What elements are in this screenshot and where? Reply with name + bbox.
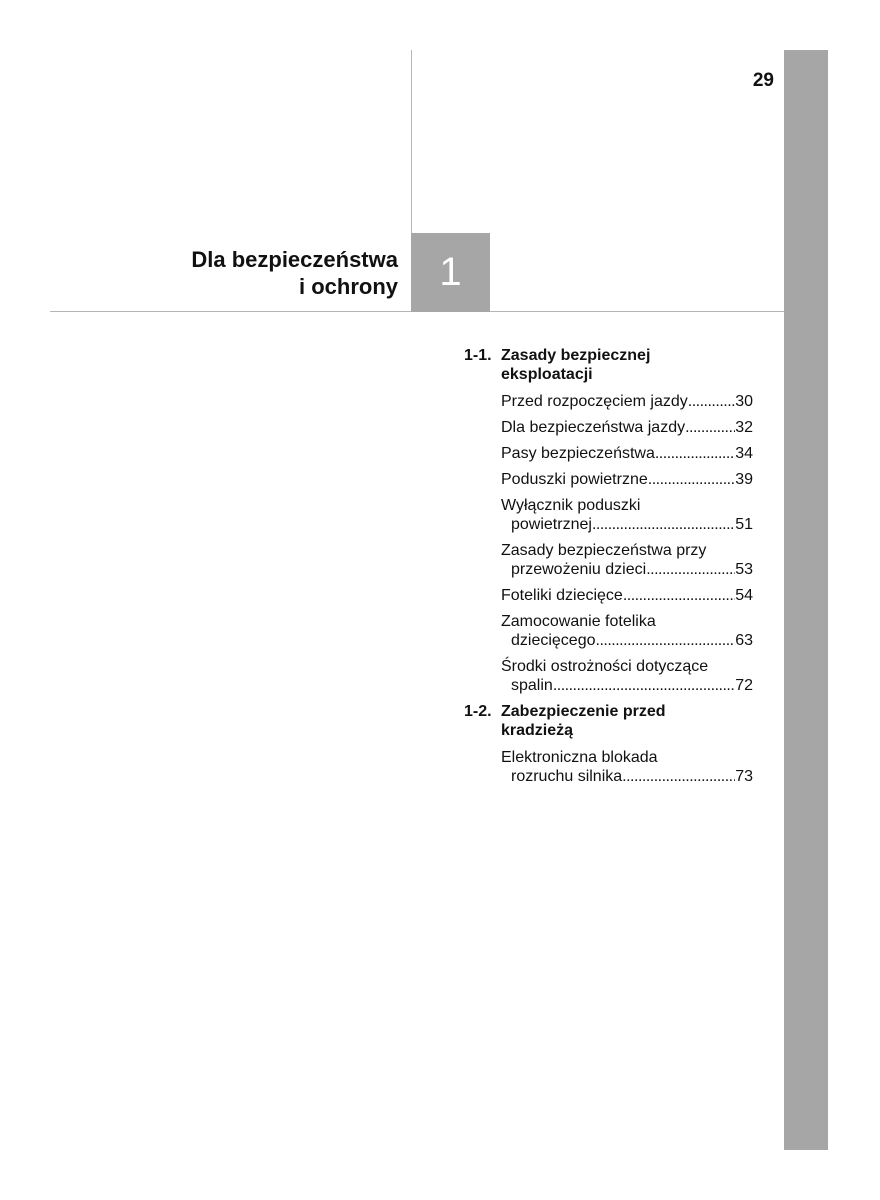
toc-entry-text: dziecięcego <box>511 632 596 649</box>
toc-entry-line <box>501 470 753 489</box>
toc-entry-text: Środki ostrożności dotyczące <box>501 658 709 675</box>
toc-entry-text: Pasy bezpieczeństwa <box>501 445 655 462</box>
toc-dot-leader <box>592 515 735 534</box>
toc-entry[interactable] <box>501 392 753 411</box>
toc-page-ref: 53 <box>735 561 753 578</box>
toc-entry-line <box>501 586 753 605</box>
table-of-contents <box>464 346 753 793</box>
chapter-title <box>191 246 398 300</box>
toc-entry-line <box>501 767 753 786</box>
chapter-side-tab <box>784 50 828 1150</box>
toc-dot-leader <box>688 392 735 411</box>
toc-section <box>464 702 753 786</box>
toc-entry-line <box>501 676 753 695</box>
toc-entry-line <box>501 515 753 534</box>
toc-entries <box>501 748 753 786</box>
toc-entry-text: Zamocowanie fotelika <box>501 613 656 630</box>
toc-page-ref: 54 <box>735 587 753 604</box>
chapter-number-box: 1 <box>411 233 490 312</box>
toc-page-ref: 32 <box>735 419 753 436</box>
toc-dot-leader <box>685 418 735 437</box>
toc-entry[interactable] <box>501 657 753 695</box>
toc-dot-leader <box>646 560 735 579</box>
chapter-title-line: Dla bezpieczeństwa <box>191 247 398 272</box>
toc-dot-leader <box>623 586 735 605</box>
toc-section-title-line: Zasady bezpiecznej <box>501 347 651 364</box>
toc-entry-text: Elektroniczna blokada <box>501 749 658 766</box>
toc-entry[interactable] <box>501 496 753 534</box>
toc-section-title-line: kradzieżą <box>501 722 574 739</box>
page-number: 29 <box>752 70 774 91</box>
toc-page-ref: 63 <box>735 632 753 649</box>
toc-entry-text: Poduszki powietrzne <box>501 471 648 488</box>
toc-section-heading[interactable] <box>464 346 753 384</box>
toc-entry[interactable] <box>501 444 753 463</box>
toc-section-title <box>501 702 753 740</box>
toc-dot-leader <box>622 767 735 786</box>
toc-page-ref: 30 <box>735 393 753 410</box>
toc-section-heading[interactable] <box>464 702 753 740</box>
toc-entry[interactable] <box>501 470 753 489</box>
toc-entry[interactable] <box>501 586 753 605</box>
toc-page-ref: 73 <box>735 768 753 785</box>
toc-entry-text: rozruchu silnika <box>511 768 623 785</box>
toc-section-title <box>501 346 753 384</box>
toc-entry-text: spalin <box>511 677 553 694</box>
toc-entry-line <box>501 392 753 411</box>
toc-entry-text: Zasady bezpieczeństwa przy <box>501 542 707 559</box>
toc-dot-leader <box>596 631 736 650</box>
toc-dot-leader <box>655 444 735 463</box>
toc-entry-text: powietrznej <box>511 516 592 533</box>
toc-page-ref: 51 <box>735 516 753 533</box>
toc-entry-text: Dla bezpieczeństwa jazdy <box>501 419 686 436</box>
toc-entry-text: Przed rozpoczęciem jazdy <box>501 393 688 410</box>
toc-entry-text: Wyłącznik poduszki <box>501 497 641 514</box>
toc-entry-line <box>501 631 753 650</box>
toc-section-title-line: eksploatacji <box>501 366 593 383</box>
toc-entry[interactable] <box>501 748 753 786</box>
toc-entry[interactable] <box>501 612 753 650</box>
toc-entries <box>501 392 753 695</box>
toc-dot-leader <box>553 676 735 695</box>
toc-entry-line <box>501 418 753 437</box>
toc-section-title-line: Zabezpieczenie przed <box>501 703 666 720</box>
toc-entry-line <box>501 444 753 463</box>
toc-entry[interactable] <box>501 541 753 579</box>
toc-entry-text: przewożeniu dzieci <box>511 561 647 578</box>
toc-page-ref: 72 <box>735 677 753 694</box>
toc-section <box>464 346 753 695</box>
toc-entry-line <box>501 560 753 579</box>
toc-section-number: 1-1. <box>464 347 492 364</box>
toc-dot-leader <box>648 470 735 489</box>
toc-entry[interactable] <box>501 418 753 437</box>
toc-page-ref: 39 <box>735 471 753 488</box>
toc-section-number: 1-2. <box>464 703 492 720</box>
toc-page-ref: 34 <box>735 445 753 462</box>
chapter-title-line: i ochrony <box>298 274 398 299</box>
toc-entry-text: Foteliki dziecięce <box>501 587 623 604</box>
